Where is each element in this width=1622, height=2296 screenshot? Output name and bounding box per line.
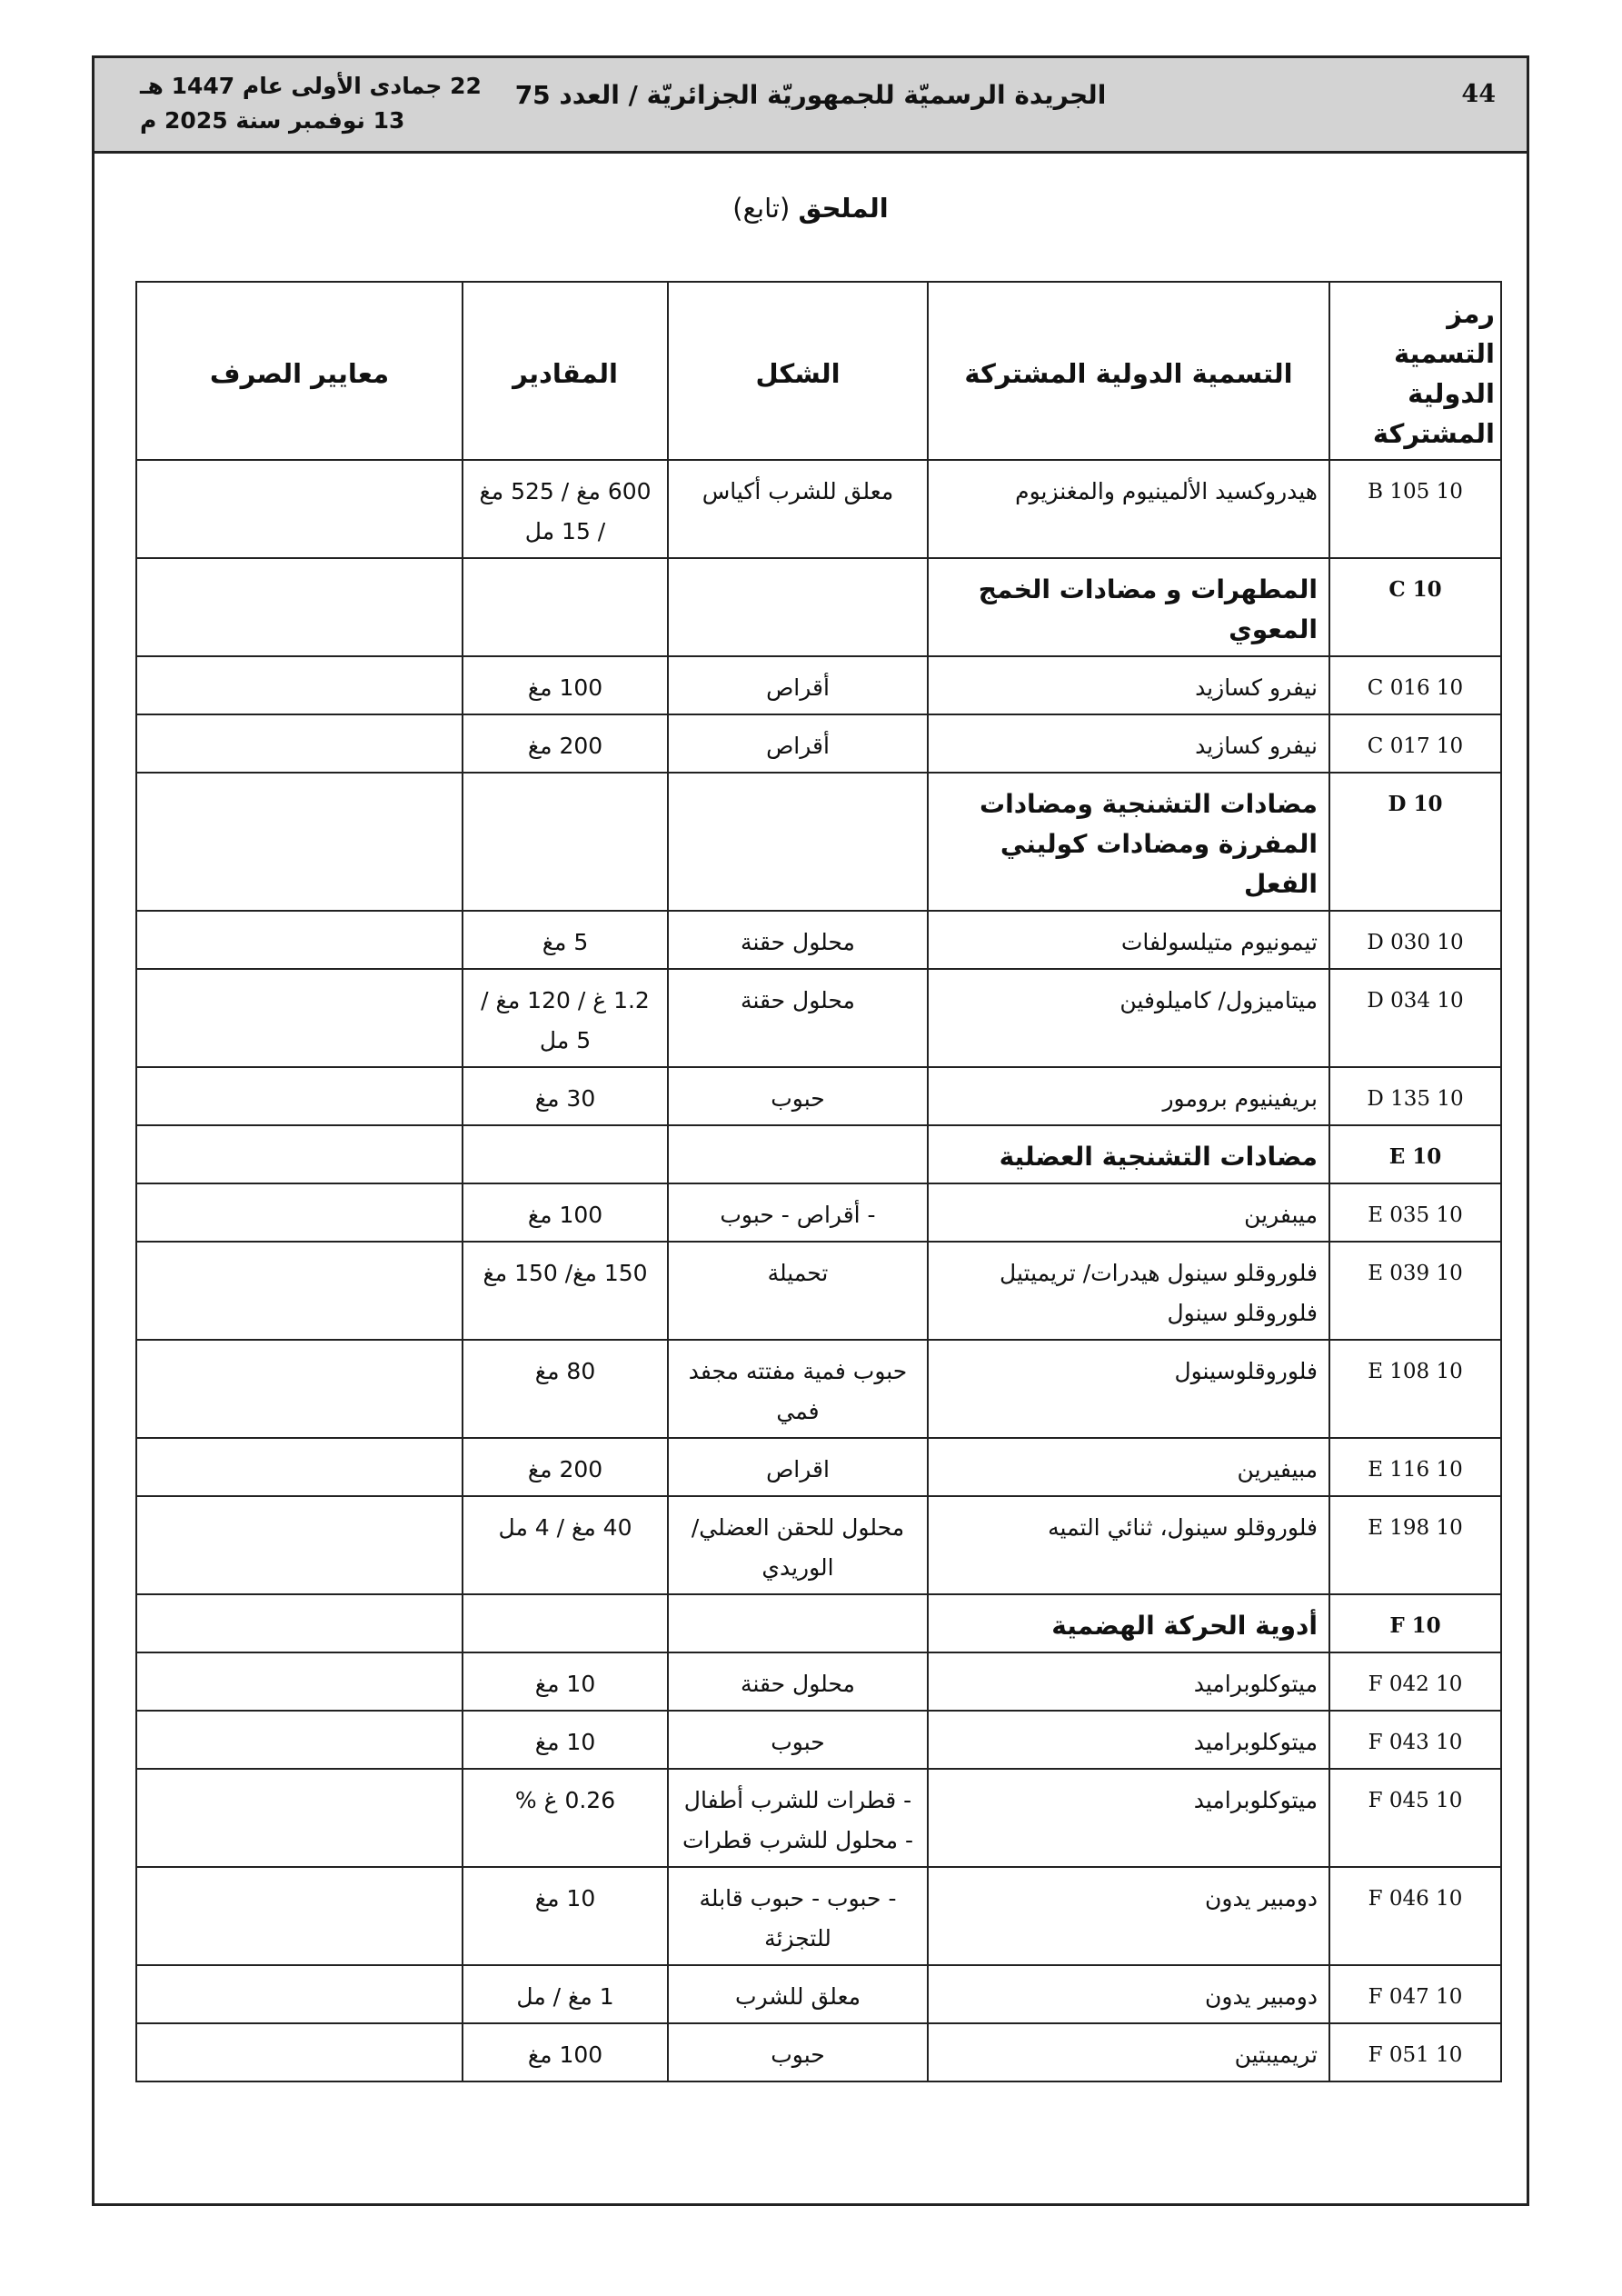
cell-dose: 10 مغ (463, 1652, 668, 1711)
cell-criteria (136, 969, 463, 1067)
cell-dose: 150 مغ/ 150 مغ (463, 1242, 668, 1340)
table-row (136, 1769, 1501, 1867)
cell-name: نيفرو كسازيد (928, 656, 1329, 714)
table-row (136, 1340, 1501, 1438)
date-hijri: 22 جمادى الأولى عام 1447 هـ (140, 73, 482, 99)
cell-form (668, 1594, 928, 1652)
cell-code: 10 F 043 (1329, 1711, 1501, 1769)
cell-code: 10 D 030 (1329, 911, 1501, 969)
gazette-header (95, 58, 1527, 154)
cell-form: حبوب فمية مفتته مجفد فمي (668, 1340, 928, 1438)
cell-code: 10 B 105 (1329, 460, 1501, 558)
cell-code: 10 E 116 (1329, 1438, 1501, 1496)
cell-form (668, 1125, 928, 1183)
cell-name: تيمونيوم متيلسولفات (928, 911, 1329, 969)
cell-name: أدوية الحركة الهضمية (928, 1594, 1329, 1652)
cell-dose (463, 773, 668, 911)
cell-code: 10 F 046 (1329, 1867, 1501, 1965)
cell-code: 10 D 034 (1329, 969, 1501, 1067)
cell-dose: 30 مغ (463, 1067, 668, 1125)
cell-name: دومبير يدون (928, 1965, 1329, 2023)
table-row (136, 1496, 1501, 1594)
cell-name: مضادات التشنجية العضلية (928, 1125, 1329, 1183)
cell-name: المطهرات و مضادات الخمج المعوي (928, 558, 1329, 656)
table-row (136, 460, 1501, 558)
cell-code: 10 F (1329, 1594, 1501, 1652)
cell-code: 10 D 135 (1329, 1067, 1501, 1125)
table-row (136, 656, 1501, 714)
annex-continued: (تابع) (732, 193, 791, 224)
cell-name: نيفرو كسازيد (928, 714, 1329, 773)
table-body (136, 460, 1501, 2081)
cell-form: حبوب (668, 1067, 928, 1125)
cell-dose (463, 1125, 668, 1183)
table-row (136, 1183, 1501, 1242)
cell-form: حبوب (668, 1711, 928, 1769)
cell-form: معلق للشرب أكياس (668, 460, 928, 558)
cell-name: فلوروقلو سينول، ثنائي التميه (928, 1496, 1329, 1594)
cell-dose: 10 مغ (463, 1867, 668, 1965)
page-number: 44 (1461, 80, 1496, 108)
cell-name: ميتوكلوبراميد (928, 1711, 1329, 1769)
cell-dose (463, 1594, 668, 1652)
cell-criteria (136, 2023, 463, 2081)
cell-form: تحميلة (668, 1242, 928, 1340)
cell-name: ميتوكلوبراميد (928, 1769, 1329, 1867)
cell-code: 10 E 198 (1329, 1496, 1501, 1594)
cell-code: 10 E 039 (1329, 1242, 1501, 1340)
cell-dose: 10 مغ (463, 1711, 668, 1769)
cell-code: 10 E (1329, 1125, 1501, 1183)
cell-form (668, 558, 928, 656)
cell-criteria (136, 460, 463, 558)
table-row (136, 773, 1501, 911)
table-row (136, 1438, 1501, 1496)
table-row (136, 714, 1501, 773)
cell-dose: 80 مغ (463, 1340, 668, 1438)
cell-name: بريفينيوم برومور (928, 1067, 1329, 1125)
cell-form: معلق للشرب (668, 1965, 928, 2023)
annex-title-text: الملحق (798, 193, 889, 224)
cell-code: 10 F 051 (1329, 2023, 1501, 2081)
cell-criteria (136, 1652, 463, 1711)
cell-code: 10 F 047 (1329, 1965, 1501, 2023)
cell-name: فلوروقلوسينول (928, 1340, 1329, 1438)
table-row (136, 969, 1501, 1067)
cell-dose: 1 مغ / مل (463, 1965, 668, 2023)
table-row (136, 1867, 1501, 1965)
cell-criteria (136, 911, 463, 969)
cell-form (668, 773, 928, 911)
cell-code: 10 D (1329, 773, 1501, 911)
cell-criteria (136, 714, 463, 773)
cell-dose: 0.26 غ % (463, 1769, 668, 1867)
table-header-row (136, 282, 1501, 460)
table-row (136, 1965, 1501, 2023)
cell-criteria (136, 1594, 463, 1652)
table-row (136, 1125, 1501, 1183)
annex-title (95, 193, 1527, 224)
cell-name: ميتوكلوبراميد (928, 1652, 1329, 1711)
header-code: رمز التسمية الدولية المشتركة (1329, 282, 1501, 460)
cell-dose: 100 مغ (463, 656, 668, 714)
cell-dose: 100 مغ (463, 1183, 668, 1242)
cell-form: - قطرات للشرب أطفال - محلول للشرب قطرات (668, 1769, 928, 1867)
table-row (136, 1594, 1501, 1652)
table-row (136, 558, 1501, 656)
issue-date (140, 69, 482, 138)
table-row (136, 1242, 1501, 1340)
cell-form: محلول حقنة (668, 911, 928, 969)
cell-criteria (136, 1438, 463, 1496)
cell-name: ميبفرين (928, 1183, 1329, 1242)
table-row (136, 2023, 1501, 2081)
cell-form: أقراص (668, 656, 928, 714)
gazette-title: الجريدة الرسميّة للجمهوريّة الجزائريّة / العدد 75 (514, 80, 1107, 110)
cell-form: محلول حقنة (668, 969, 928, 1067)
cell-criteria (136, 558, 463, 656)
cell-form: محلول حقنة (668, 1652, 928, 1711)
header-name: التسمية الدولية المشتركة (928, 282, 1329, 460)
cell-criteria (136, 1711, 463, 1769)
cell-criteria (136, 1340, 463, 1438)
header-criteria: معايير الصرف (136, 282, 463, 460)
cell-form: - حبوب - حبوب قابلة للتجزئة (668, 1867, 928, 1965)
table-row (136, 1711, 1501, 1769)
cell-form: اقراص (668, 1438, 928, 1496)
cell-form: محلول للحقن العضلي/ الوريدي (668, 1496, 928, 1594)
date-gregorian: 13 نوفمبر سنة 2025 م (140, 107, 405, 134)
cell-name: تريميبتين (928, 2023, 1329, 2081)
cell-criteria (136, 1496, 463, 1594)
cell-criteria (136, 1067, 463, 1125)
cell-form: حبوب (668, 2023, 928, 2081)
cell-form: - أقراص - حبوب (668, 1183, 928, 1242)
cell-name: مبيفيرين (928, 1438, 1329, 1496)
cell-code: 10 C (1329, 558, 1501, 656)
cell-name: هيدروكسيد الألمينيوم والمغنزيوم (928, 460, 1329, 558)
cell-dose (463, 558, 668, 656)
cell-dose: 40 مغ / 4 مل (463, 1496, 668, 1594)
cell-criteria (136, 656, 463, 714)
cell-code: 10 E 108 (1329, 1340, 1501, 1438)
cell-name: فلوروقلو سينول هيدرات/ تريميتيل فلوروقلو سينول (928, 1242, 1329, 1340)
cell-code: 10 E 035 (1329, 1183, 1501, 1242)
cell-dose: 1.2 غ / 120 مغ / 5 مل (463, 969, 668, 1067)
cell-code: 10 C 016 (1329, 656, 1501, 714)
cell-code: 10 F 042 (1329, 1652, 1501, 1711)
header-form: الشكل (668, 282, 928, 460)
cell-dose: 100 مغ (463, 2023, 668, 2081)
cell-criteria (136, 1125, 463, 1183)
cell-criteria (136, 1769, 463, 1867)
cell-criteria (136, 1867, 463, 1965)
cell-dose: 600 مغ / 525 مغ / 15 مل (463, 460, 668, 558)
cell-name: ميتاميزول/ كاميلوفين (928, 969, 1329, 1067)
cell-dose: 5 مغ (463, 911, 668, 969)
table-row (136, 1652, 1501, 1711)
cell-name: دومبير يدون (928, 1867, 1329, 1965)
cell-criteria (136, 1242, 463, 1340)
cell-criteria (136, 1965, 463, 2023)
table-row (136, 911, 1501, 969)
header-dose: المقادير (463, 282, 668, 460)
annex-table-wrapper (135, 281, 1502, 2082)
cell-criteria (136, 773, 463, 911)
cell-name: مضادات التشنجية ومضادات المفرزة ومضادات كوليني الفعل (928, 773, 1329, 911)
table-row (136, 1067, 1501, 1125)
cell-dose: 200 مغ (463, 714, 668, 773)
cell-code: 10 F 045 (1329, 1769, 1501, 1867)
cell-criteria (136, 1183, 463, 1242)
cell-code: 10 C 017 (1329, 714, 1501, 773)
page-frame (92, 55, 1529, 2206)
cell-form: أقراص (668, 714, 928, 773)
cell-dose: 200 مغ (463, 1438, 668, 1496)
annex-table (135, 281, 1502, 2082)
